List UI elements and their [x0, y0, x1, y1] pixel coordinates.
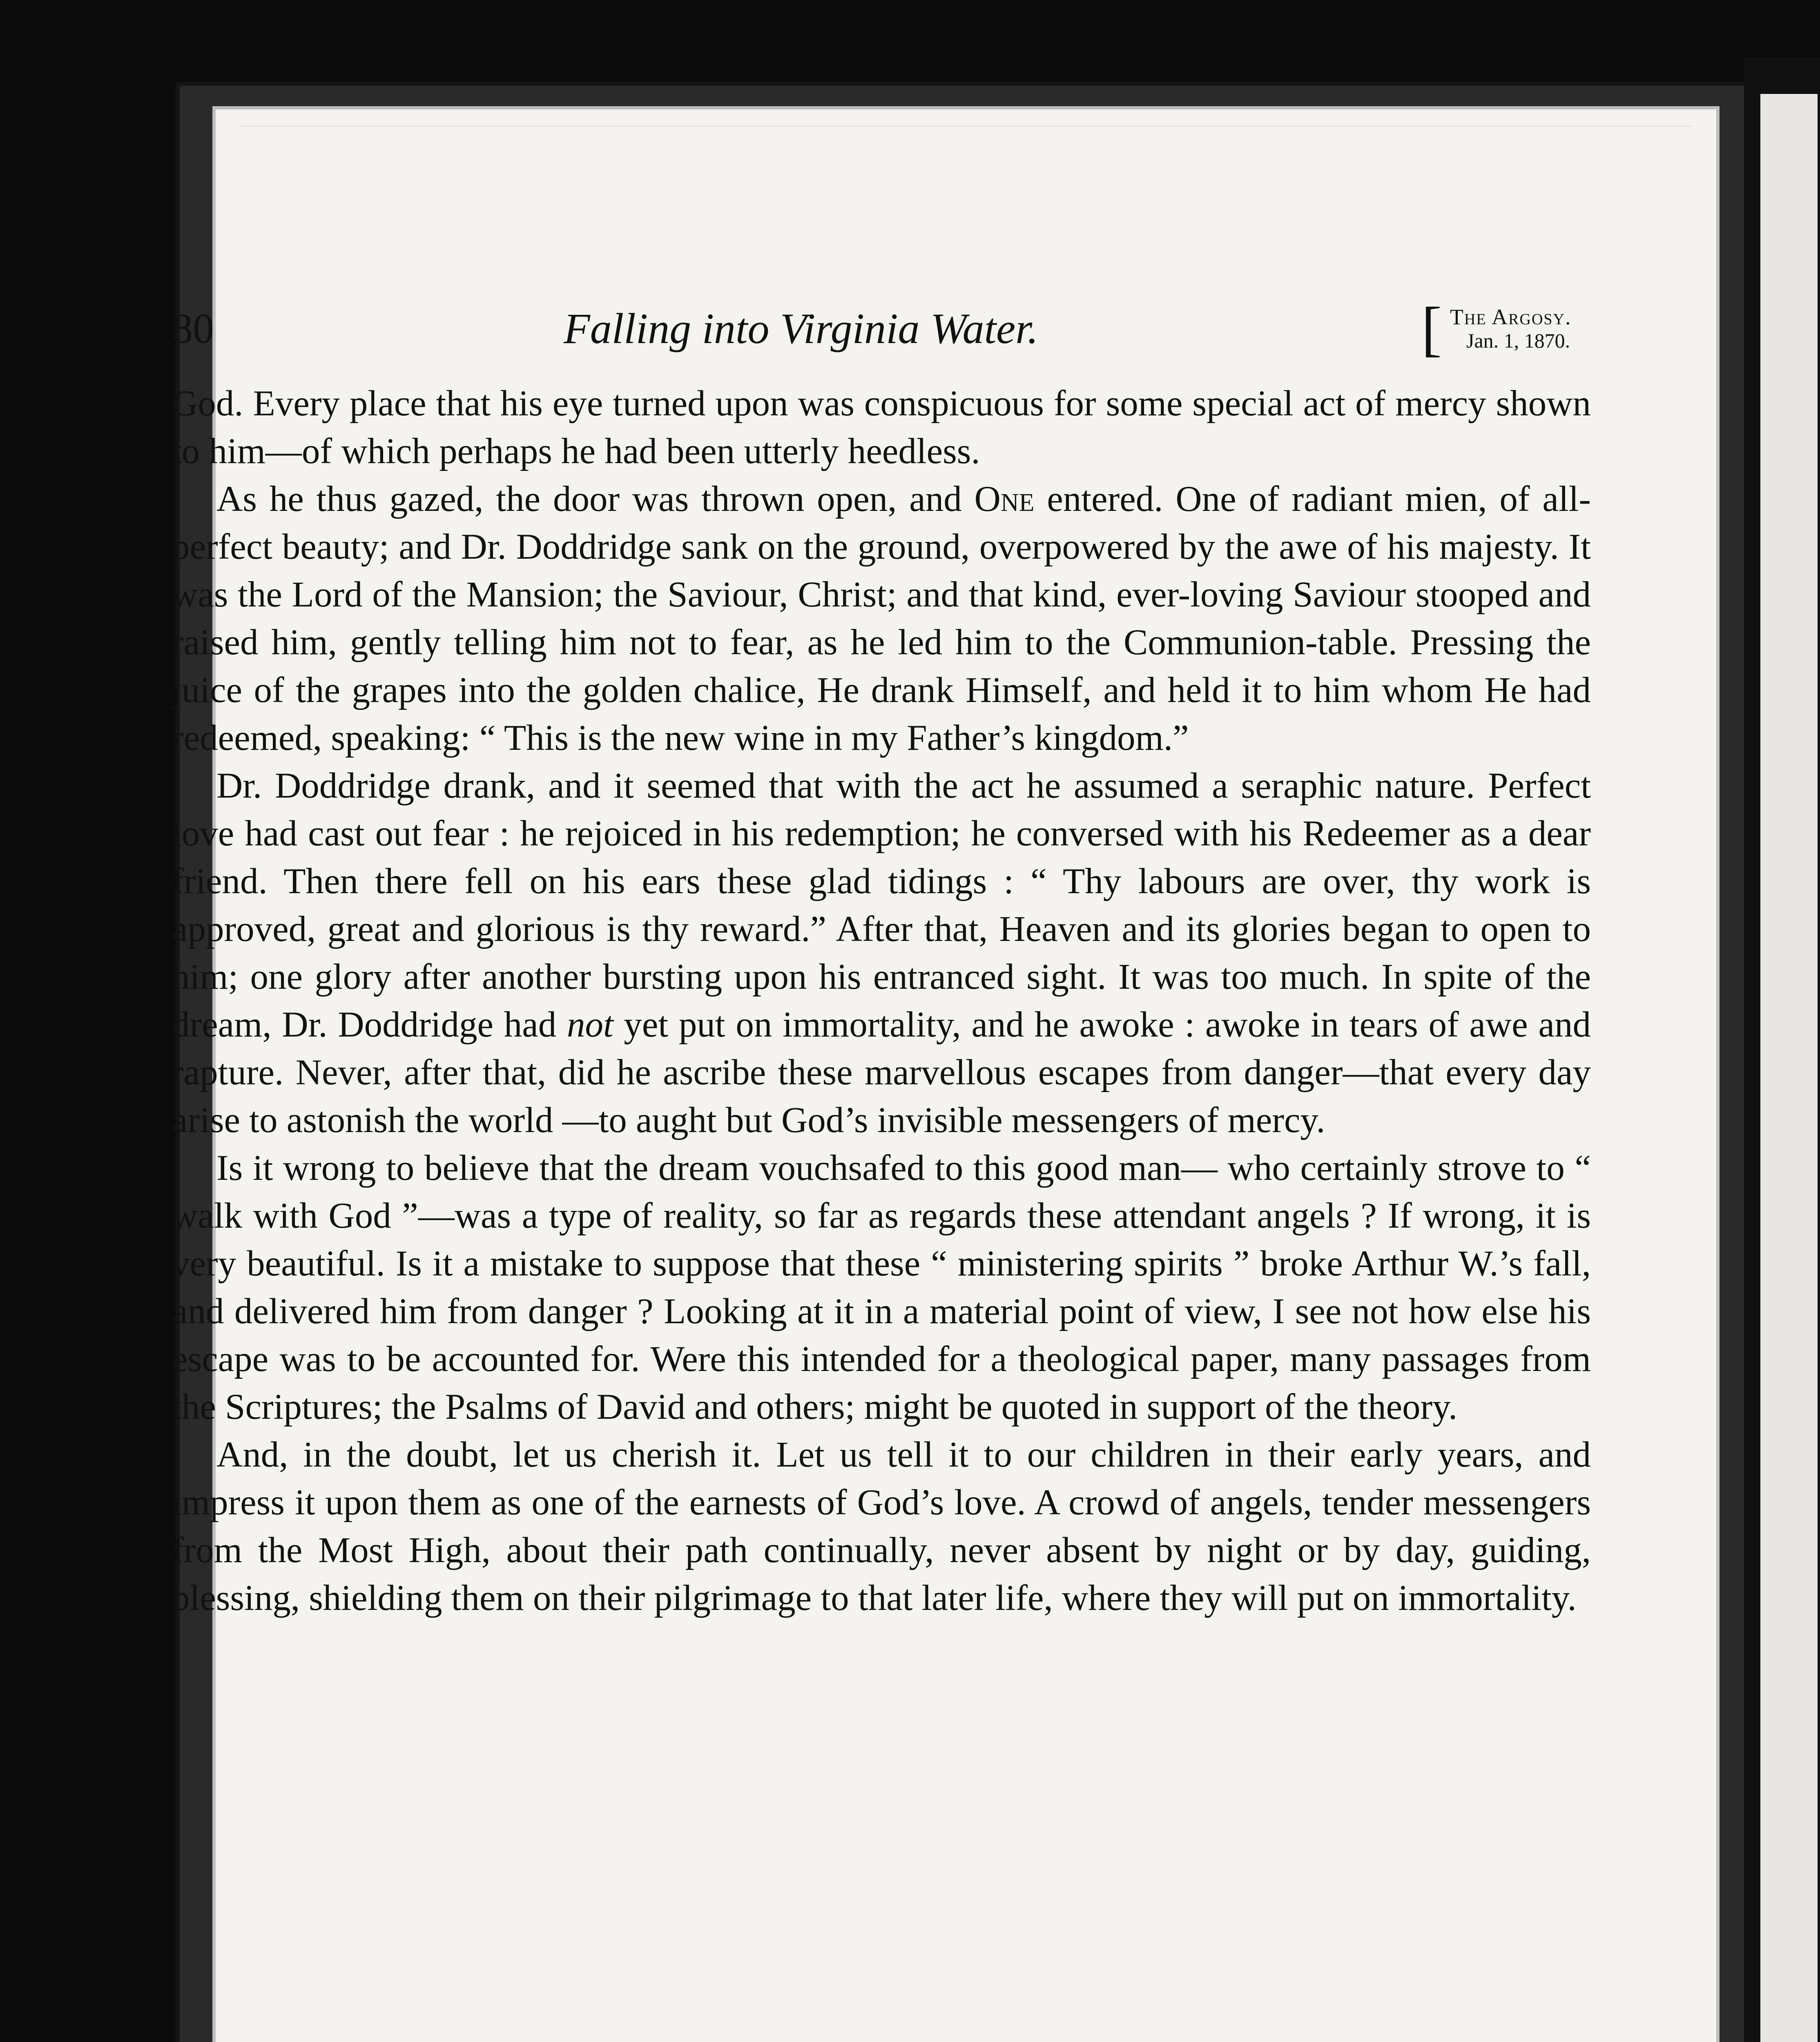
paragraph-2-text-a: As he thus gazed, the door was thrown open, and — [216, 479, 975, 519]
paragraph-4: Is it wrong to believe that the dream vouchsafed to this good man— who certainly strove to “ walk with God ”—was a type of reality, so far as regards these attendant angels ? If wrong, it is very beautiful. Is it a mistake to suppose that these “ ministering spirits ” broke Arthur W.’s fall, and delivered him from danger ? Looking at it in a material point of view, I see not how else his escape was to be accounted for. Were this intended for a theological paper, many passages from the Scriptures; the Psalms of David and others; might be quoted in support of the theory. — [172, 1148, 1591, 1427]
running-header — [172, 295, 1589, 368]
journal-date: Jan. 1, 1870. — [1466, 329, 1570, 352]
paragraph-3-italic: not — [567, 1005, 613, 1045]
paragraph-2-small-caps: One — [974, 479, 1035, 519]
adjacent-page-edge — [1744, 57, 1820, 2042]
paragraph-1: God. Every place that his eye turned upon was conspicuous for some special act of mercy shown to him—of which perhaps he had been utterly heedless. — [172, 383, 1591, 471]
paragraph-5: And, in the doubt, let us cherish it. Let us tell it to our children in their early years, and impress it upon them as one of the earnests of God’s love. A crowd of angels, tender messengers from the Most High, about their path continually, never absent by night or by day, guiding, blessing, shielding them on their pilgrimage to that later life, where they will put on immortality. — [172, 1435, 1591, 1618]
paragraph-3 — [172, 762, 1591, 1144]
paragraph-3-text-b: yet put on immortality, and he awoke : awoke in tears of awe and rapture. Never, after that, did he ascribe these marvellous escapes from danger—that every day arise to astonish the world —to aught but God’s invisible messengers of mercy. — [172, 1005, 1591, 1140]
running-title: Falling into Virginia Water. — [564, 305, 1039, 352]
paragraph-3-text-a: Dr. Doddridge drank, and it seemed that with the act he assumed a seraphic nature. Perfect love had cast out fear : he rejoiced in his redemption; he conversed with his Redeemer as a dear friend. Then there fell on his ears these glad tidings : “ Thy labours are over, thy work is approved, great and glorious is thy reward.” After that, Heaven and its glories began to open to him; one glory after another bursting upon his entranced sight. It was too much. In spite of the dream, Dr. Doddridge had — [172, 766, 1591, 1045]
paragraph-2 — [172, 475, 1591, 762]
article-body — [172, 380, 1591, 1622]
paragraph-2-text-b: entered. One of radiant mien, of all-perfect beauty; and Dr. Doddridge sank on the ground, overpowered by the awe of his majesty. It was the Lord of the Mansion; the Saviour, Christ; and that kind, ever-loving Saviour stooped and raised him, gently telling him not to fear, as he led him to the Communion-table. Pressing the juice of the grapes into the golden chalice, He drank Himself, and held it to him whom He had redeemed, speaking: “ This is the new wine in my Father’s kingdom.” — [172, 479, 1591, 758]
page-number: 80 — [172, 305, 214, 352]
header-bracket: [ — [1421, 295, 1442, 363]
journal-name: The Argosy. — [1450, 305, 1572, 329]
